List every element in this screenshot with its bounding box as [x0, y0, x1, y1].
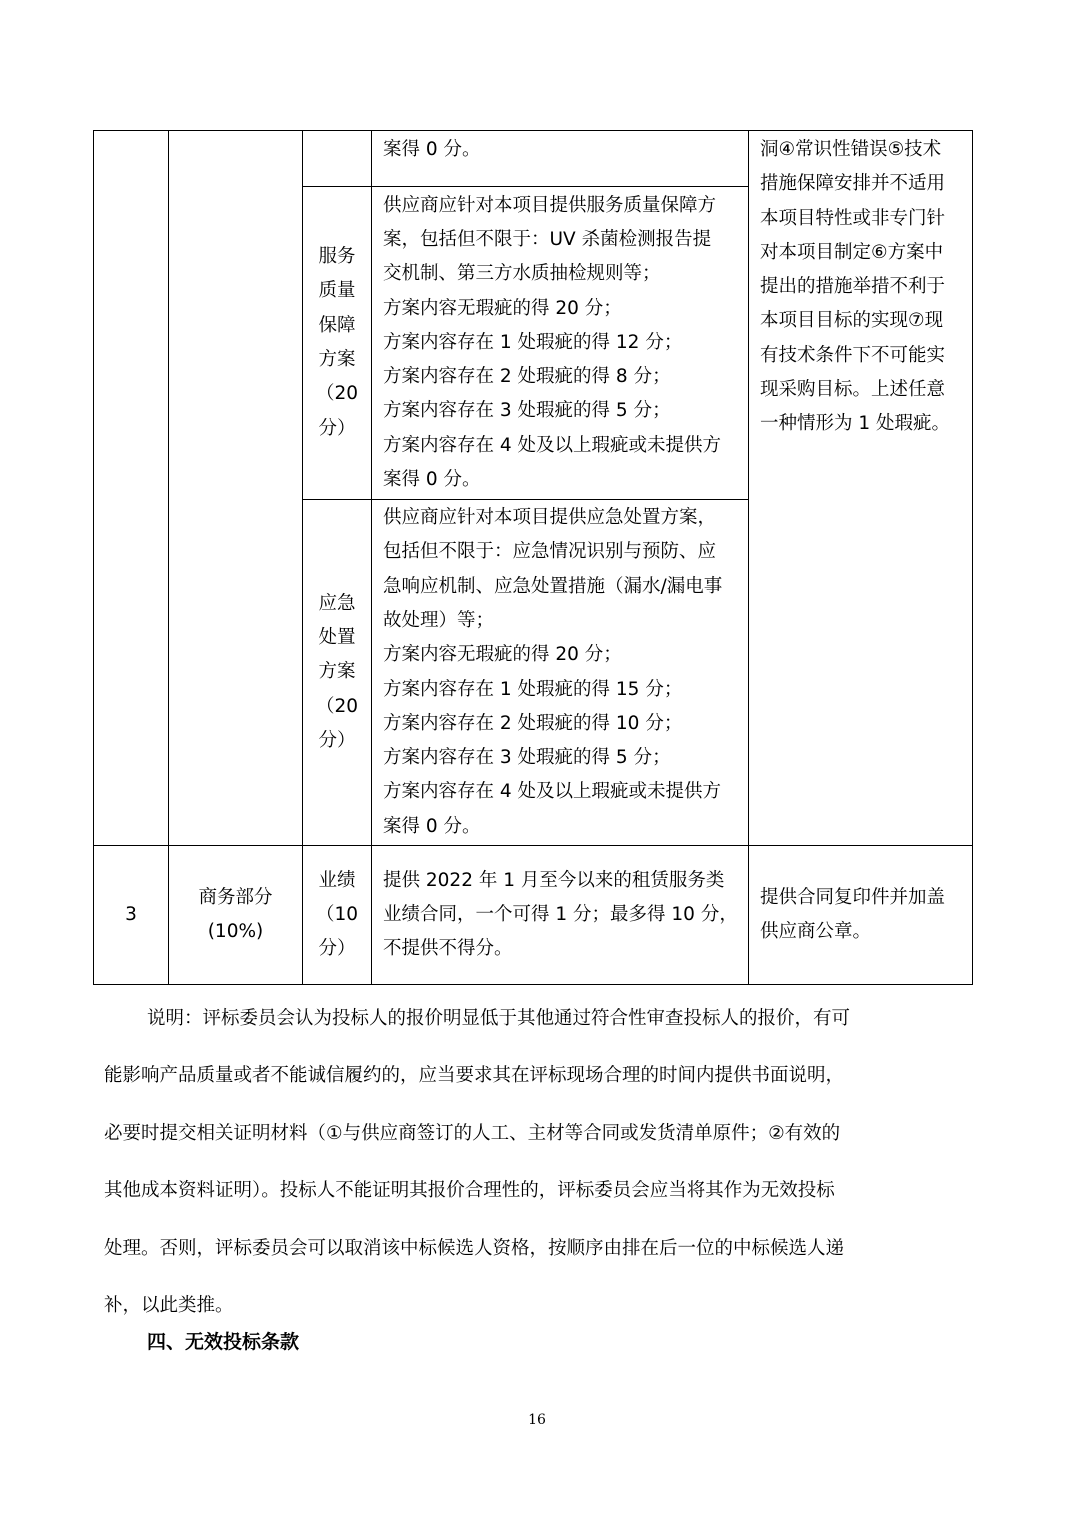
criteria-cell [372, 187, 749, 500]
page-number: 16 [528, 1412, 546, 1428]
category-weight: (10%) [207, 921, 264, 942]
criteria-line: 供应商应针对本项目提供服务质量保障方 [383, 194, 717, 216]
item-label-cell [303, 500, 372, 846]
criteria-line: 交机制、第三方水质抽检规则等； [383, 263, 661, 285]
remark-line: 洞④常识性错误⑤技术 [760, 139, 942, 160]
number-cell [94, 846, 169, 985]
remark-line: 现采购目标。上述任意 [760, 379, 946, 401]
category-label: 商务部分 [198, 886, 273, 908]
paragraph-line: 说明：评标委员会认为投标人的报价明显低于其他通过符合性审查投标人的报价，有可 [147, 1008, 851, 1029]
criteria-cell [372, 500, 749, 846]
criteria-line: 供应商应针对本项目提供应急处置方案， [383, 507, 717, 529]
service-quality-label: 服务 质量 保障 方案 （20 分） [315, 246, 359, 439]
remark-cell [749, 846, 973, 985]
item-label-cell [303, 131, 372, 187]
item-label-cell [303, 187, 372, 500]
category-cell [169, 131, 303, 846]
remark-line: 本项目目标的实现⑦现 [760, 310, 944, 332]
category-cell [169, 846, 303, 985]
criteria-line: 包括但不限于：应急情况识别与预防、应 [383, 541, 717, 563]
paragraph-line: 能影响产品质量或者不能诚信履约的，应当要求其在评标现场合理的时间内提供书面说明， [104, 1065, 845, 1087]
criteria-line: 方案内容存在 3 处瑕疵的得 5 分； [383, 400, 671, 422]
section-heading: 四、无效投标条款 [147, 1331, 300, 1353]
remark-line: 本项目特性或非专门针 [760, 207, 946, 229]
row-number: 3 [125, 903, 137, 925]
remark-line: 有技术条件下不可能实 [760, 344, 946, 366]
paragraph-line: 必要时提交相关证明材料（①与供应商签订的人工、主材等合同或发货清单原件；②有效的 [104, 1122, 841, 1144]
criteria-line: 案得 0 分。 [383, 139, 481, 160]
criteria-line: 案得 0 分。 [383, 469, 481, 491]
criteria-line: 故处理）等； [383, 609, 495, 631]
remark-line: 措施保障安排并不适用 [760, 173, 946, 195]
remark-line: 对本项目制定⑥方案中 [760, 241, 944, 263]
criteria-line: 方案内容存在 2 处瑕疵的得 8 分； [383, 366, 671, 388]
paragraph-line: 处理。否则，评标委员会可以取消该中标候选人资格，按顺序由排在后一位的中标候选人递 [104, 1237, 845, 1259]
criteria-line: 案得 0 分。 [383, 815, 481, 837]
explanation-paragraph [104, 990, 970, 1334]
criteria-line: 不提供不得分。 [383, 938, 513, 960]
remark-line: 提出的措施举措不利于 [760, 276, 946, 298]
criteria-cell [372, 131, 749, 187]
remark-line: 提供合同复印件并加盖 [760, 886, 946, 908]
remark-line: 一种情形为 1 处瑕疵。 [760, 413, 951, 435]
criteria-line: 提供 2022 年 1 月至今以来的租赁服务类 [383, 869, 725, 891]
criteria-line: 方案内容无瑕疵的得 20 分； [383, 297, 622, 319]
criteria-line: 业绩合同，一个可得 1 分；最多得 10 分， [383, 903, 738, 925]
criteria-line: 方案内容无瑕疵的得 20 分； [383, 644, 622, 666]
paragraph-line: 其他成本资料证明）。投标人不能证明其报价合理性的，评标委员会应当将其作为无效投标 [104, 1180, 835, 1202]
criteria-line: 方案内容存在 1 处瑕疵的得 12 分； [383, 331, 683, 353]
remark-cell [749, 131, 973, 846]
criteria-line: 急响应机制、应急处置措施（漏水/漏电事 [383, 575, 723, 597]
criteria-cell [372, 846, 749, 985]
emergency-label: 应急 处置 方案 （20 分） [315, 592, 359, 751]
table-row [94, 131, 973, 187]
item-label-cell [303, 846, 372, 985]
table-row [94, 846, 973, 985]
number-cell [94, 131, 169, 846]
remark-line: 供应商公章。 [760, 921, 872, 942]
criteria-line: 方案内容存在 4 处及以上瑕疵或未提供方 [383, 434, 722, 456]
criteria-line: 方案内容存在 4 处及以上瑕疵或未提供方 [383, 781, 722, 803]
criteria-line: 案，包括但不限于：UV 杀菌检测报告提 [383, 228, 712, 250]
scoring-table [93, 130, 973, 985]
criteria-line: 方案内容存在 2 处瑕疵的得 10 分； [383, 712, 683, 734]
criteria-line: 方案内容存在 1 处瑕疵的得 15 分； [383, 678, 683, 700]
paragraph-line: 补，以此类推。 [104, 1295, 234, 1317]
criteria-line: 方案内容存在 3 处瑕疵的得 5 分； [383, 747, 671, 769]
performance-label: 业绩 （10 分） [315, 869, 359, 960]
